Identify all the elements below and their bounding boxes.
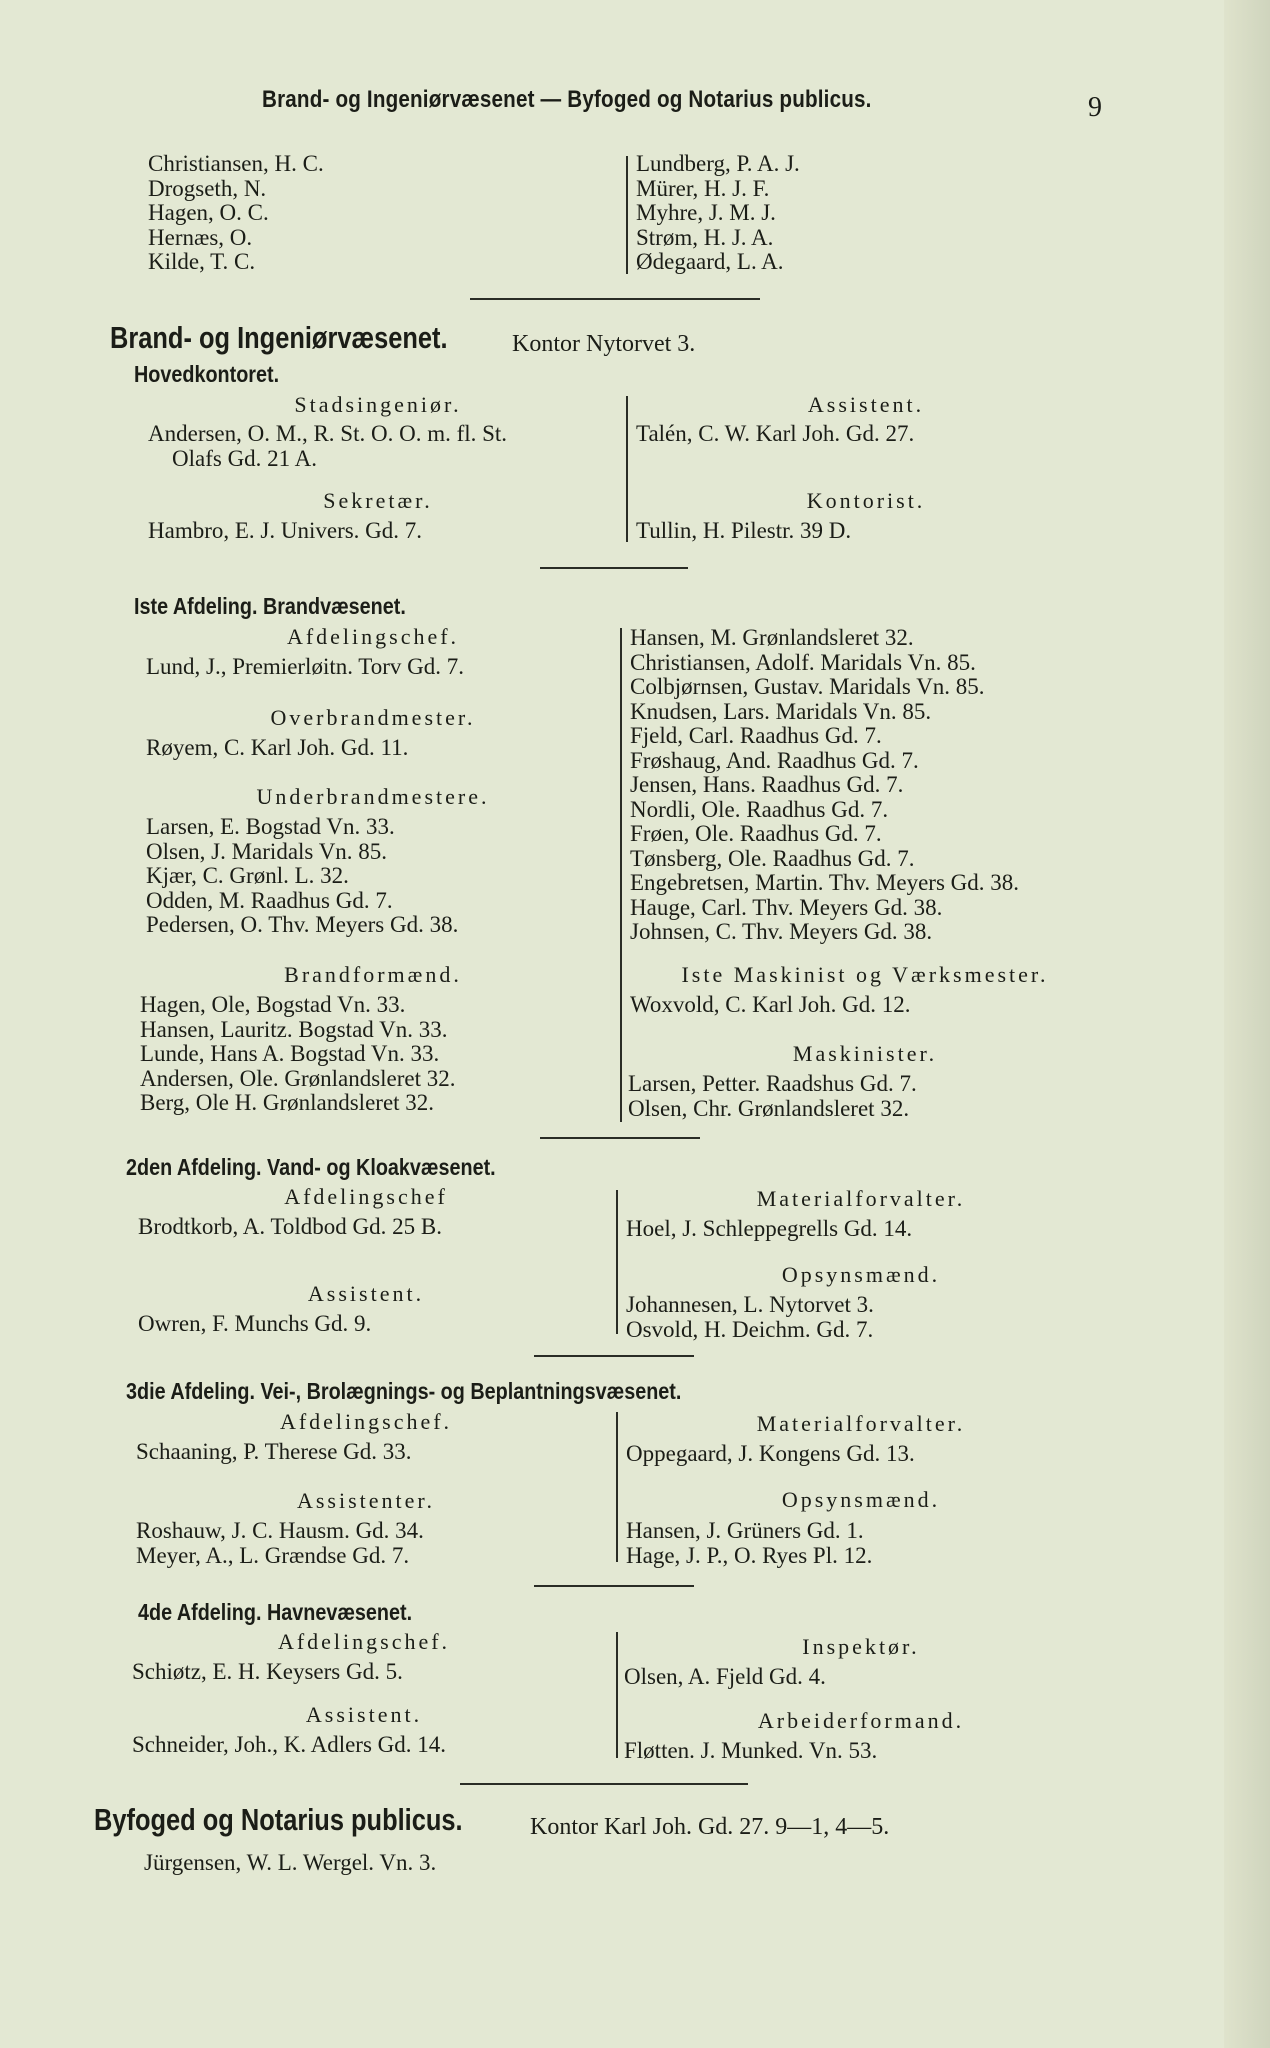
opsynsmaend-list [626, 1293, 874, 1342]
list-item: Jensen, Hans. Raadhus Gd. 7. [630, 772, 904, 797]
list-item: Drogseth, N. [148, 175, 267, 201]
brand-office: Kontor Nytorvet 3. [512, 331, 696, 357]
entry: Olsen, A. Fjeld Gd. 4. [624, 1664, 826, 1689]
list-item: Hauge, Carl. Thv. Meyers Gd. 38. [630, 894, 943, 920]
byfoged-office: Kontor Karl Joh. Gd. 27. 9—1, 4—5. [530, 1814, 890, 1840]
role-opsynsmaend: Opsynsmænd. [781, 1262, 941, 1287]
list-item: Myhre, J. M. J. [636, 200, 776, 225]
list-item: Kilde, T. C. [148, 249, 256, 274]
entry: Oppegaard, J. Kongens Gd. 13. [626, 1441, 915, 1466]
section-title-brand: Brand- og Ingeniørvæsenet. [110, 320, 448, 355]
role-inspektor: Inspektør. [802, 1634, 920, 1659]
list-item: Hansen, Lauritz. Bogstad Vn. 33. [140, 1016, 448, 1042]
section-title-afd4: 4de Afdeling. Havnevæsenet. [138, 1599, 413, 1625]
role-materialforvalter: Materialforvalter. [756, 1186, 966, 1211]
assistenter-list [136, 1519, 424, 1568]
list-item: Strøm, H. J. A. [636, 224, 774, 250]
entry: Jürgensen, W. L. Wergel. Vn. 3. [144, 1850, 437, 1875]
list-item: Frøshaug, And. Raadhus Gd. 7. [630, 747, 919, 773]
list-item: Colbjørnsen, Gustav. Maridals Vn. 85. [630, 674, 985, 699]
section-title-byfoged: Byfoged og Notarius publicus. [94, 1802, 463, 1837]
role-maskinister: Maskinister. [792, 1041, 938, 1066]
entry: Owren, F. Munchs Gd. 9. [138, 1311, 372, 1336]
column-divider [626, 396, 628, 542]
role-maskinist: Iste Maskinist og Værksmester. [681, 962, 1049, 987]
role-afdelingschef: Afdelingschef. [277, 1629, 451, 1654]
column-divider [616, 1412, 618, 1562]
entry: Brodtkorb, A. Toldbod Gd. 25 B. [138, 1214, 443, 1239]
list-item: Andersen, Ole. Grønlandsleret 32. [140, 1065, 456, 1091]
list-item: Lundberg, P. A. J. [636, 151, 800, 176]
section-title-afd1: Iste Afdeling. Brandvæsenet. [134, 593, 406, 619]
divider [534, 1585, 694, 1587]
entry: Talén, C. W. Karl Joh. Gd. 27. [636, 421, 915, 446]
hovedkontoret-heading: Hovedkontoret. [134, 361, 280, 387]
role-assistenter: Assistenter. [296, 1488, 436, 1513]
role-brandformaend: Brandformænd. [284, 962, 462, 987]
role-afdelingschef: Afdelingschef [284, 1184, 448, 1209]
entry: Olafs Gd. 21 A. [172, 446, 318, 471]
role-assistent: Assistent. [307, 1281, 425, 1306]
list-item: Christiansen, H. C. [148, 151, 324, 176]
section-title-afd2: 2den Afdeling. Vand- og Kloakvæsenet. [126, 1154, 496, 1180]
list-item: Hage, J. P., O. Ryes Pl. 12. [626, 1542, 873, 1568]
list-item: Larsen, E. Bogstad Vn. 33. [146, 814, 395, 839]
brandmaend-list [630, 626, 1019, 945]
role-afdelingschef: Afdelingschef. [286, 624, 460, 649]
brandformaend-list [140, 993, 456, 1116]
divider [540, 1137, 700, 1139]
role-underbrandmestere: Underbrandmestere. [256, 784, 490, 809]
list-item: Ødegaard, L. A. [636, 249, 784, 274]
role-afdelingschef: Afdelingschef. [279, 1409, 453, 1434]
divider [460, 1783, 748, 1785]
top-list-left [148, 152, 324, 275]
role-assistent: Assistent. [807, 392, 925, 417]
list-item: Berg, Ole H. Grønlandsleret 32. [140, 1090, 435, 1115]
list-item: Frøen, Ole. Raadhus Gd. 7. [630, 821, 882, 846]
entry: Schneider, Joh., K. Adlers Gd. 14. [132, 1732, 447, 1757]
list-item: Johnsen, C. Thv. Meyers Gd. 38. [630, 919, 933, 944]
underbrandmestere-list [146, 815, 458, 938]
list-item: Kjær, C. Grønl. L. 32. [146, 863, 349, 888]
list-item: Nordli, Ole. Raadhus Gd. 7. [630, 796, 889, 822]
divider [470, 298, 760, 300]
list-item: Odden, M. Raadhus Gd. 7. [146, 887, 393, 913]
entry: Andersen, O. M., R. St. O. O. m. fl. St. [148, 421, 508, 446]
list-item: Engebretsen, Martin. Thv. Meyers Gd. 38. [630, 870, 1020, 895]
list-item: Knudsen, Lars. Maridals Vn. 85. [630, 698, 932, 724]
list-item: Tønsberg, Ole. Raadhus Gd. 7. [630, 845, 915, 871]
maskinister-list [628, 1072, 917, 1121]
list-item: Osvold, H. Deichm. Gd. 7. [626, 1316, 874, 1342]
entry: Røyem, C. Karl Joh. Gd. 11. [146, 735, 409, 760]
role-sekretaer: Sekretær. [323, 488, 433, 513]
divider [540, 567, 688, 569]
list-item: Hernæs, O. [148, 224, 253, 250]
opsynsmaend-list [626, 1519, 872, 1568]
role-kontorist: Kontorist. [806, 488, 926, 513]
entry: Tullin, H. Pilestr. 39 D. [636, 518, 852, 543]
top-list-right [636, 152, 800, 275]
role-arbeiderformand: Arbeiderformand. [757, 1708, 965, 1733]
list-item: Hagen, O. C. [148, 200, 269, 225]
entry: Fløtten. J. Munked. Vn. 53. [624, 1738, 878, 1763]
list-item: Hagen, Ole, Bogstad Vn. 33. [140, 992, 406, 1017]
role-overbrandmester: Overbrandmester. [270, 705, 476, 730]
entry: Schiøtz, E. H. Keysers Gd. 5. [132, 1659, 403, 1684]
page-header: Brand- og Ingeniørvæsenet — Byfoged og Notarius publicus. [262, 86, 872, 113]
list-item: Pedersen, O. Thv. Meyers Gd. 38. [146, 912, 459, 937]
entry: Schaaning, P. Therese Gd. 33. [136, 1439, 412, 1464]
section-title-afd3: 3die Afdeling. Vei-, Brolægnings- og Beplantningsvæsenet. [126, 1378, 682, 1404]
list-item: Meyer, A., L. Grændse Gd. 7. [136, 1542, 410, 1568]
role-stadsingenior: Stadsingeniør. [294, 392, 462, 417]
role-assistent: Assistent. [305, 1702, 423, 1727]
column-divider [626, 156, 628, 274]
list-item: Christiansen, Adolf. Maridals Vn. 85. [630, 649, 976, 675]
list-item: Hansen, M. Grønlandsleret 32. [630, 625, 914, 650]
list-item: Mürer, H. J. F. [636, 175, 770, 201]
list-item: Olsen, J. Maridals Vn. 85. [146, 838, 388, 864]
role-materialforvalter: Materialforvalter. [756, 1411, 966, 1436]
page-number: 9 [1088, 92, 1102, 123]
list-item: Roshauw, J. C. Hausm. Gd. 34. [136, 1518, 424, 1543]
column-divider [616, 1190, 618, 1334]
column-divider [616, 1632, 618, 1758]
entry: Hoel, J. Schleppegrells Gd. 14. [626, 1216, 913, 1241]
list-item: Olsen, Chr. Grønlandsleret 32. [628, 1095, 910, 1121]
role-opsynsmaend: Opsynsmænd. [781, 1487, 941, 1512]
list-item: Hansen, J. Grüners Gd. 1. [626, 1518, 864, 1543]
entry: Hambro, E. J. Univers. Gd. 7. [148, 518, 423, 543]
entry: Woxvold, C. Karl Joh. Gd. 12. [630, 992, 911, 1017]
list-item: Johannesen, L. Nytorvet 3. [626, 1292, 874, 1317]
list-item: Lunde, Hans A. Bogstad Vn. 33. [140, 1041, 440, 1066]
entry: Lund, J., Premierløitn. Torv Gd. 7. [146, 654, 465, 679]
divider [534, 1355, 694, 1357]
list-item: Larsen, Petter. Raadshus Gd. 7. [628, 1071, 917, 1096]
list-item: Fjeld, Carl. Raadhus Gd. 7. [630, 723, 882, 748]
column-divider [620, 628, 622, 1122]
